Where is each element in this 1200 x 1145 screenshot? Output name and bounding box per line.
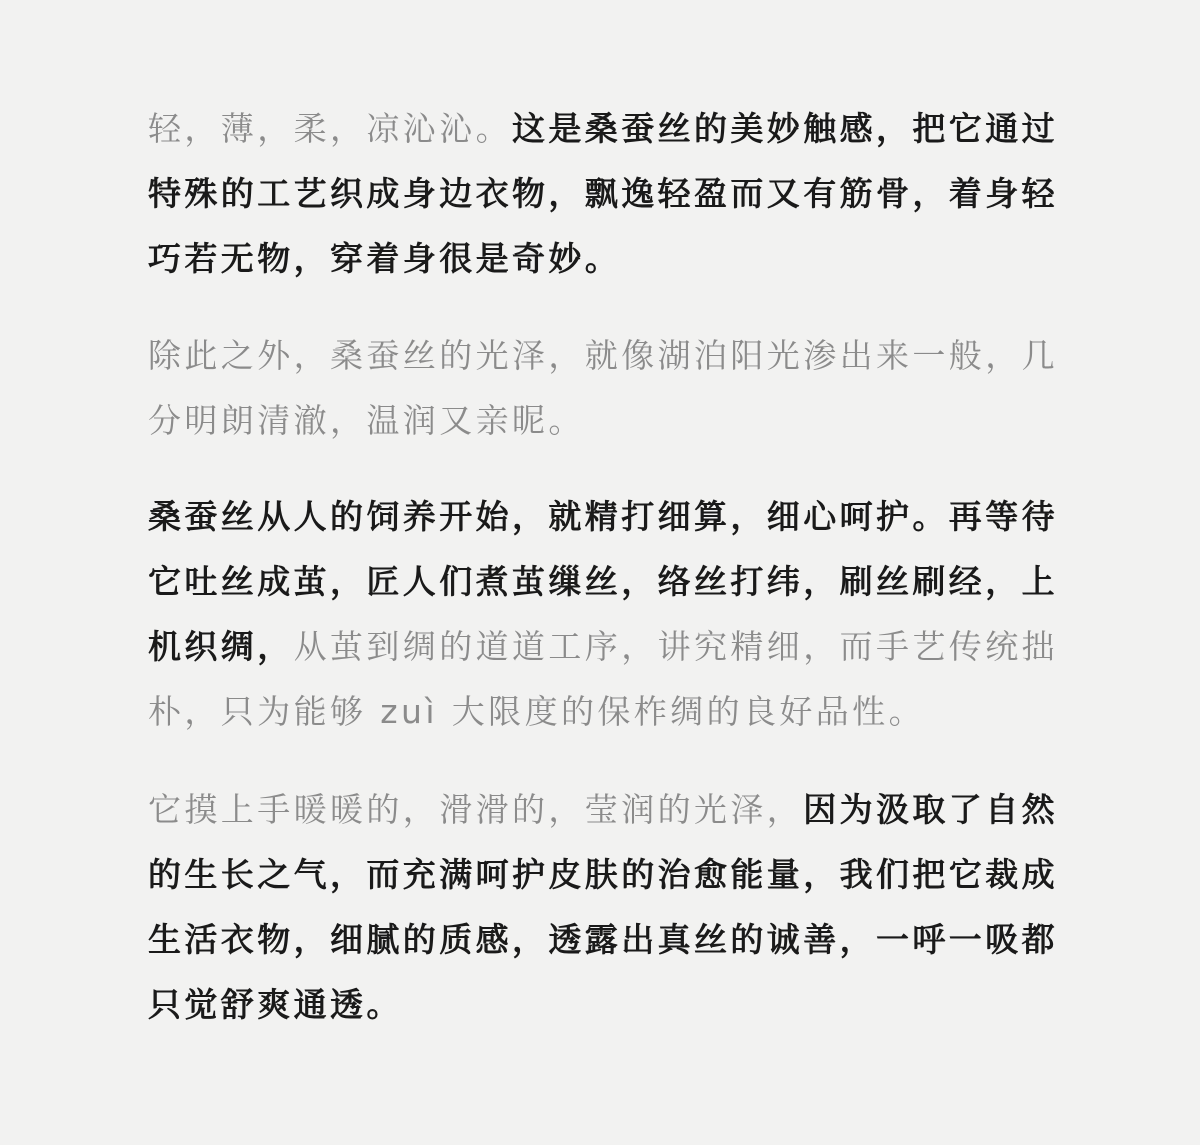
paragraph-texture-body: 这是桑蚕丝的美妙触感，把它通过特殊的工艺织成身边衣物，飘逸轻盈而又有筋骨，着身轻巧若无物，穿着身很是奇妙。 (148, 109, 1058, 278)
paragraph-comfort (148, 777, 1093, 1037)
paragraph-texture-intro: 轻，薄，柔，凉沁沁。 (148, 109, 512, 148)
paragraph-texture (148, 96, 1093, 291)
paragraph-comfort-body: 因为汲取了自然的生长之气，而充满呵护皮肤的治愈能量，我们把它裁成生活衣物，细腻的质感，透露出真丝的诚善，一呼一吸都只觉舒爽通透。 (148, 790, 1059, 1024)
paragraph-craft-process: 桑蚕丝从人的饲养开始，就精打细算，细心呵护。再等待它吐丝成茧，匠人们煮茧缫丝，络丝打纬，刷丝刷经，上机织绸， (148, 497, 1058, 666)
paragraph-craft (148, 484, 1093, 744)
paragraph-luster-body: 除此之外，桑蚕丝的光泽，就像湖泊阳光渗出来一般，几分明朗清澈，温润又亲昵。 (148, 336, 1058, 440)
paragraph-craft-quality: 从茧到绸的道道工序，讲究精细，而手艺传统拙朴，只为能够 zuì 大限度的保柞绸的良好品性。 (148, 627, 1059, 731)
paragraph-comfort-intro: 它摸上手暖暖的，滑滑的，莹润的光泽， (148, 790, 804, 829)
paragraph-luster (148, 323, 1093, 453)
